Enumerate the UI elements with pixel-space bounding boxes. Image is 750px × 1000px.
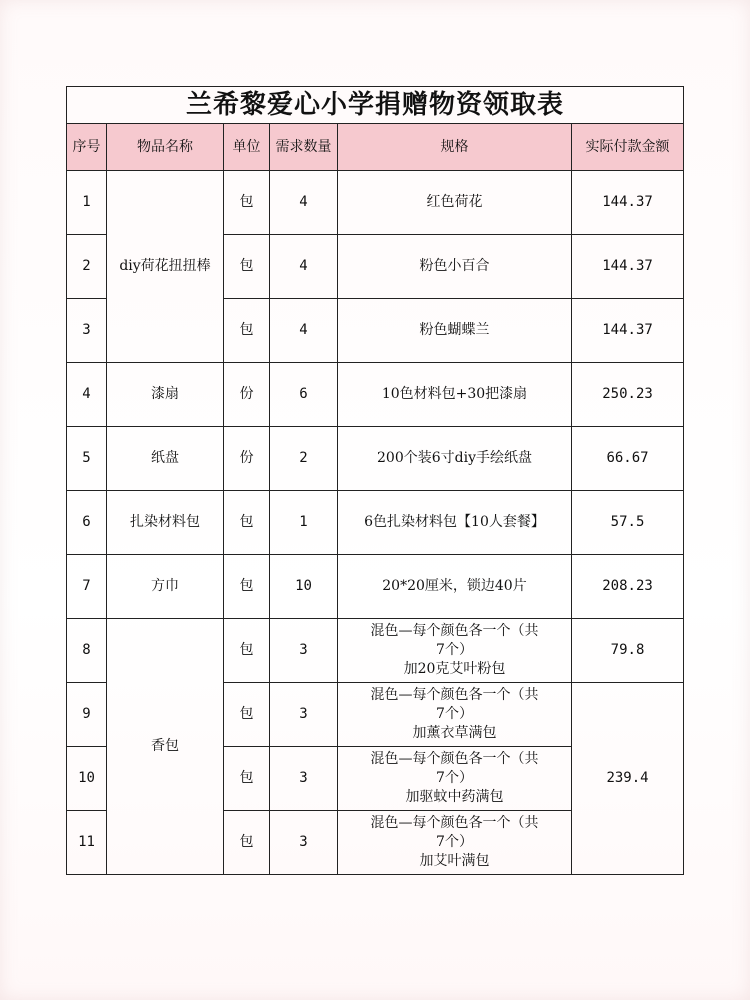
header-row — [67, 124, 684, 171]
row-unit: 包 — [224, 299, 270, 363]
spec-line: 混色—每个颜色各一个（共 — [370, 815, 539, 831]
row-spec — [338, 747, 572, 811]
row-spec — [338, 619, 572, 683]
row-unit: 包 — [224, 555, 270, 619]
title-row — [67, 87, 684, 124]
spec-line: 7个） — [436, 834, 473, 850]
row-unit: 包 — [224, 811, 270, 875]
row-qty: 3 — [270, 747, 338, 811]
row-spec: 粉色蝴蝶兰 — [338, 299, 572, 363]
table-row — [67, 619, 684, 683]
row-qty: 4 — [270, 171, 338, 235]
row-no: 3 — [67, 299, 107, 363]
row-no: 6 — [67, 491, 107, 555]
row-qty: 3 — [270, 619, 338, 683]
row-qty: 4 — [270, 235, 338, 299]
row-amount: 66.67 — [572, 427, 684, 491]
row-unit: 包 — [224, 491, 270, 555]
row-spec: 粉色小百合 — [338, 235, 572, 299]
table-row — [67, 555, 684, 619]
row-name: 纸盘 — [107, 427, 224, 491]
row-amount: 208.23 — [572, 555, 684, 619]
header-qty: 需求数量 — [270, 124, 338, 171]
row-no: 11 — [67, 811, 107, 875]
row-qty: 10 — [270, 555, 338, 619]
row-qty: 3 — [270, 811, 338, 875]
item-name-merged: diy荷花扭扭棒 — [107, 171, 224, 363]
spec-line: 加薰衣草满包 — [412, 725, 497, 741]
donation-receipt-table — [66, 86, 684, 875]
row-unit: 份 — [224, 363, 270, 427]
table-title: 兰希黎爱心小学捐赠物资领取表 — [67, 87, 684, 124]
header-spec: 规格 — [338, 124, 572, 171]
row-spec: 6色扎染材料包【10人套餐】 — [338, 491, 572, 555]
row-name: 漆扇 — [107, 363, 224, 427]
row-amount: 144.37 — [572, 299, 684, 363]
row-spec: 200个装6寸diy手绘纸盘 — [338, 427, 572, 491]
row-amount: 144.37 — [572, 171, 684, 235]
spec-line: 加驱蚊中药满包 — [405, 789, 504, 805]
spec-line: 混色—每个颜色各一个（共 — [370, 623, 539, 639]
row-unit: 包 — [224, 683, 270, 747]
row-name: 扎染材料包 — [107, 491, 224, 555]
table-row — [67, 427, 684, 491]
row-no: 7 — [67, 555, 107, 619]
row-no: 10 — [67, 747, 107, 811]
row-qty: 4 — [270, 299, 338, 363]
spec-line: 加艾叶满包 — [419, 853, 490, 869]
item-name-merged: 香包 — [107, 619, 224, 875]
spec-line: 混色—每个颜色各一个（共 — [370, 751, 539, 767]
header-unit: 单位 — [224, 124, 270, 171]
row-name: 方巾 — [107, 555, 224, 619]
row-unit: 包 — [224, 235, 270, 299]
header-no: 序号 — [67, 124, 107, 171]
row-no: 5 — [67, 427, 107, 491]
row-spec — [338, 811, 572, 875]
row-amount: 144.37 — [572, 235, 684, 299]
row-spec: 10色材料包+30把漆扇 — [338, 363, 572, 427]
table-row — [67, 363, 684, 427]
row-spec: 红色荷花 — [338, 171, 572, 235]
row-unit: 份 — [224, 427, 270, 491]
row-qty: 3 — [270, 683, 338, 747]
merged-amount: 239.4 — [572, 683, 684, 875]
row-amount: 57.5 — [572, 491, 684, 555]
row-no: 1 — [67, 171, 107, 235]
header-name: 物品名称 — [107, 124, 224, 171]
spec-line: 7个） — [436, 770, 473, 786]
row-amount: 79.8 — [572, 619, 684, 683]
row-amount: 250.23 — [572, 363, 684, 427]
row-no: 2 — [67, 235, 107, 299]
header-amount: 实际付款金额 — [572, 124, 684, 171]
row-no: 4 — [67, 363, 107, 427]
spec-line: 7个） — [436, 706, 473, 722]
row-no: 9 — [67, 683, 107, 747]
row-qty: 2 — [270, 427, 338, 491]
spec-line: 加20克艾叶粉包 — [403, 661, 506, 677]
table-row — [67, 171, 684, 235]
row-spec: 20*20厘米，锁边40片 — [338, 555, 572, 619]
row-unit: 包 — [224, 619, 270, 683]
spec-line: 混色—每个颜色各一个（共 — [370, 687, 539, 703]
row-qty: 6 — [270, 363, 338, 427]
row-spec — [338, 683, 572, 747]
row-unit: 包 — [224, 171, 270, 235]
spec-line: 7个） — [436, 642, 473, 658]
row-no: 8 — [67, 619, 107, 683]
row-qty: 1 — [270, 491, 338, 555]
table-row — [67, 491, 684, 555]
row-unit: 包 — [224, 747, 270, 811]
